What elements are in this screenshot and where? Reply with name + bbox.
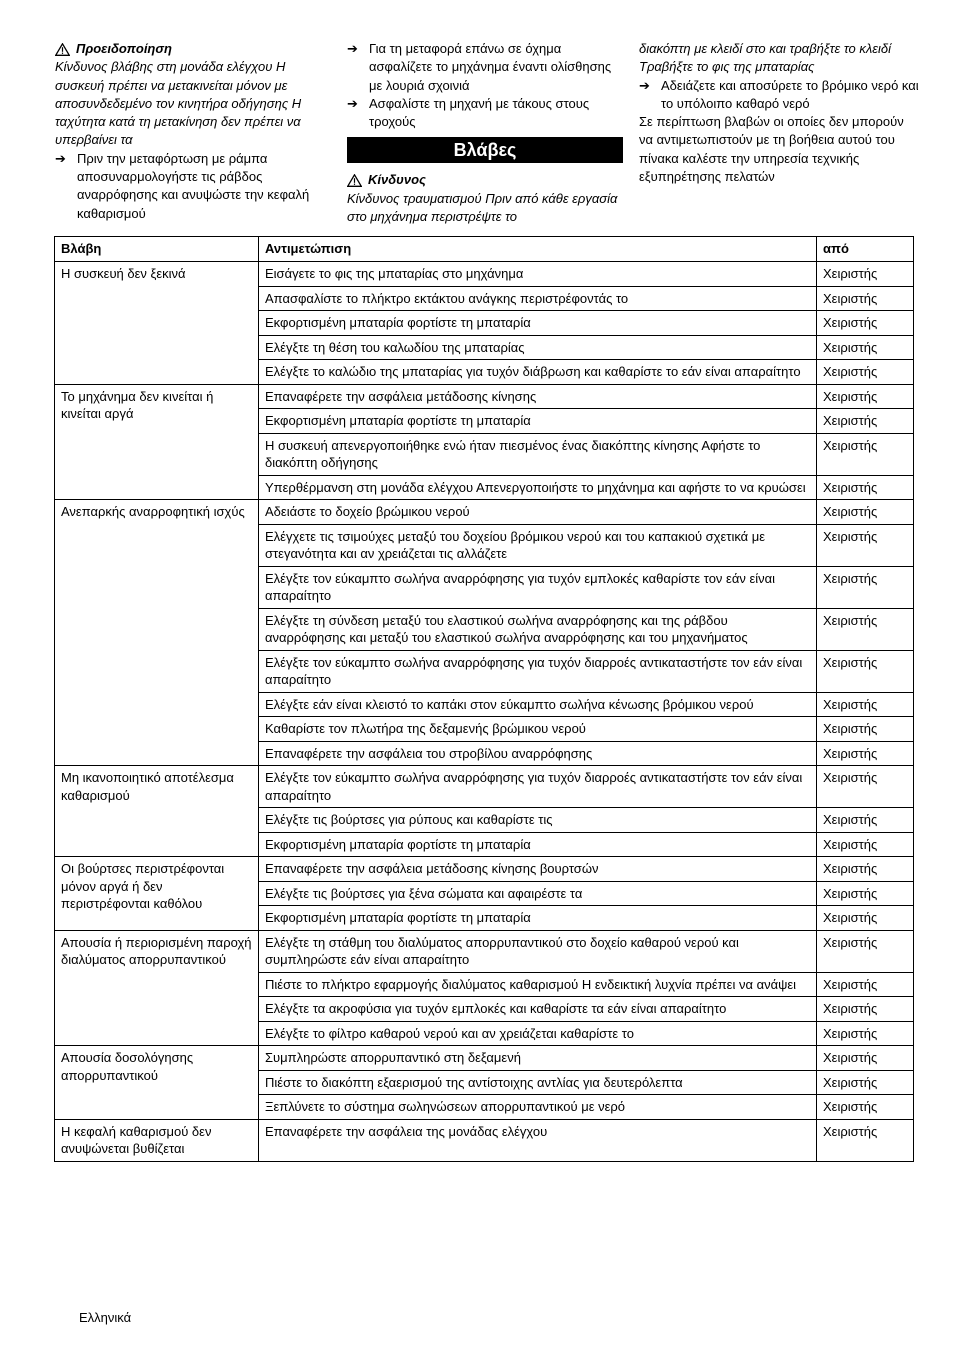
arrow-right-icon: ➔ [347,41,358,56]
arrow-right-icon: ➔ [347,95,358,111]
bullet-item [639,77,919,114]
table-header-row [55,237,914,262]
table-row [55,930,914,972]
remedy-cell: Εισάγετε το φις της μπαταρίας στο μηχάνημα [259,262,817,287]
fault-cell: Η συσκευή δεν ξεκινά [55,262,259,385]
bullet-text: Για τη μεταφορά επάνω σε όχημα ασφαλίζετε το μηχάνημα έναντι ολίσθησης με λουριά σχοινιά [369,41,612,93]
remedy-cell: Ελέγξτε τον εύκαμπτο σωλήνα αναρρόφησης για τυχόν εμπλοκές καθαρίστε τον εάν είναι απαραίτητο [259,566,817,608]
footer-language: Ελληνικά [79,1310,132,1325]
warning-column [55,40,335,223]
remedy-cell: Πιέστε το πλήκτρο εφαρμογής διαλύματος καθαρισμού Η ενδεικτική λυχνία πρέπει να ανάψει [259,972,817,997]
bullet-text: Πριν την μεταφόρτωση με ράμπα αποσυναρμολογήστε τις ράβδος αναρρόφησης και ανυψώστε την κεφαλή καθαρισμού [77,150,310,221]
responsible-cell: Χειριστής [817,692,914,717]
danger-text-continued: διακόπτη με κλειδί στο και τραβήξτε το κλειδί Τραβήξτε το φις της μπαταρίας [639,41,891,75]
remedy-cell: Ελέγξτε τα ακροφύσια για τυχόν εμπλοκές και καθαρίστε τα εάν είναι απαραίτητο [259,997,817,1022]
remedy-cell: Εκφορτισμένη μπαταρία φορτίστε τη μπαταρία [259,409,817,434]
remedy-cell: Ελέγξτε το καλώδιο της μπαταρίας για τυχόν διάβρωση και καθαρίστε το εάν είναι απαραίτητο [259,360,817,385]
table-row [55,1119,914,1161]
warning-heading [55,40,335,58]
bullet-item [55,150,335,223]
responsible-cell: Χειριστής [817,1021,914,1046]
responsible-cell: Χειριστής [817,930,914,972]
responsible-cell: Χειριστής [817,1070,914,1095]
remedy-cell: Εκφορτισμένη μπαταρία φορτίστε τη μπαταρία [259,832,817,857]
fault-cell: Απουσία ή περιορισμένη παροχή διαλύματος απορρυπαντικού [55,930,259,1046]
danger-heading [347,171,623,189]
arrow-right-icon: ➔ [639,77,650,93]
service-paragraph: Σε περίπτωση βλαβών οι οποίες δεν μπορούν να αντιμετωπιστούν με τη βοήθεια αυτού του πίνακα καλέστε την υπηρεσία τεχνικής εξυπηρέτησης πελατών [639,114,904,185]
remedy-cell: Καθαρίστε τον πλωτήρα της δεξαμενής βρώμικου νερού [259,717,817,742]
responsible-cell: Χειριστής [817,881,914,906]
responsible-cell: Χειριστής [817,608,914,650]
remedy-cell: Επαναφέρετε την ασφάλεια του στροβίλου αναρρόφησης [259,741,817,766]
responsible-cell: Χειριστής [817,335,914,360]
troubleshooting-table [54,236,914,1162]
responsible-cell: Χειριστής [817,384,914,409]
remedy-cell: Πιέστε το διακόπτη εξαερισμού της αντίστοιχης αντλίας για δευτερόλεπτα [259,1070,817,1095]
remedy-cell: Ελέγχετε τις τσιμούχες μεταξύ του δοχείου βρόμικου νερού και του καπακιού σχετικά με στεγανότητα και αν χρειάζεται τις αλλάζετε [259,524,817,566]
remedy-cell: Ελέγξτε τη στάθμη του διαλύματος απορρυπαντικού στο δοχείο καθαρού νερού και συμπληρώστε εάν είναι απαραίτητο [259,930,817,972]
remedy-cell: Ελέγξτε εάν είναι κλειστό το καπάκι στον εύκαμπτο σωλήνα κένωσης βρόμικου νερού [259,692,817,717]
remedy-cell: Συμπληρώστε απορρυπαντικό στη δεξαμενή [259,1046,817,1071]
responsible-cell: Χειριστής [817,717,914,742]
table-row [55,384,914,409]
remedy-cell: Ελέγξτε το φίλτρο καθαρού νερού και αν χρειάζεται καθαρίστε το [259,1021,817,1046]
remedy-cell: Ελέγξτε τις βούρτσες για ρύπους και καθαρίστε τις [259,808,817,833]
responsible-cell: Χειριστής [817,857,914,882]
bullet-item [347,40,623,95]
warning-triangle-icon [347,174,362,187]
remedy-cell: Ελέγξτε τη θέση του καλωδίου της μπαταρίας [259,335,817,360]
table-row [55,262,914,287]
remedy-cell: Ελέγξτε τον εύκαμπτο σωλήνα αναρρόφησης για τυχόν διαρροές αντικαταστήστε τον εάν είναι απαραίτητο [259,766,817,808]
remedy-cell: Υπερθέρμανση στη μονάδα ελέγχου Απενεργοποιήστε το μηχάνημα και αφήστε το να κρυώσει [259,475,817,500]
remedy-cell: Απασφαλίστε το πλήκτρο εκτάκτου ανάγκης περιστρέφοντάς το [259,286,817,311]
bullet-text: Ασφαλίστε τη μηχανή με τάκους στους τροχούς [369,95,590,130]
responsible-cell: Χειριστής [817,566,914,608]
remedy-cell: Αδειάστε το δοχείο βρώμικου νερού [259,500,817,525]
responsible-cell: Χειριστής [817,1119,914,1161]
remedy-cell: Εκφορτισμένη μπαταρία φορτίστε τη μπαταρία [259,906,817,931]
table-body [55,262,914,1162]
responsible-cell: Χειριστής [817,475,914,500]
bullet-item [347,95,623,132]
warning-title: Προειδοποίηση [76,41,172,56]
fault-cell: Απουσία δοσολόγησης απορρυπαντικού [55,1046,259,1120]
table-row [55,500,914,525]
responsible-cell: Χειριστής [817,500,914,525]
remedy-cell: Ελέγξτε τον εύκαμπτο σωλήνα αναρρόφησης για τυχόν διαρροές αντικαταστήστε τον εάν είναι απαραίτητο [259,650,817,692]
responsible-cell: Χειριστής [817,997,914,1022]
fault-cell: Το μηχάνημα δεν κινείται ή κινείται αργά [55,384,259,500]
responsible-cell: Χειριστής [817,409,914,434]
fault-cell: Μη ικανοποιητικό αποτέλεσμα καθαρισμού [55,766,259,857]
danger-title: Κίνδυνος [368,172,426,188]
warning-triangle-icon [55,43,70,56]
responsible-cell: Χειριστής [817,972,914,997]
remedy-cell: Η συσκευή απενεργοποιήθηκε ενώ ήταν πιεσμένος ένας διακόπτης κίνησης Αφήστε το διακόπτη οδήγησης [259,433,817,475]
responsible-cell: Χειριστής [817,808,914,833]
remedy-cell: Επαναφέρετε την ασφάλεια μετάδοσης κίνησης βουρτσών [259,857,817,882]
responsible-cell: Χειριστής [817,433,914,475]
responsible-cell: Χειριστής [817,906,914,931]
responsible-cell: Χειριστής [817,741,914,766]
danger-text: Κίνδυνος τραυματισμού Πριν από κάθε εργασία στο μηχάνημα περιστρέψτε το [347,190,618,225]
table-row [55,857,914,882]
transport-column [347,40,623,226]
remedy-cell: Επαναφέρετε την ασφάλεια της μονάδας ελέγχου [259,1119,817,1161]
column-header-remedy: Αντιμετώπιση [259,237,817,262]
bullet-text: Αδειάζετε και αποσύρετε το βρόμικο νερό και το υπόλοιπο καθαρό νερό [661,77,919,111]
responsible-cell: Χειριστής [817,1046,914,1071]
table-row [55,766,914,808]
fault-cell: Ανεπαρκής αναρροφητική ισχύς [55,500,259,766]
column-header-by: από [817,237,914,262]
fault-cell: Η κεφαλή καθαρισμού δεν ανυψώνεται βυθίζεται [55,1119,259,1161]
responsible-cell: Χειριστής [817,832,914,857]
remedy-cell: Εκφορτισμένη μπαταρία φορτίστε τη μπαταρία [259,311,817,336]
warning-text: Κίνδυνος βλάβης στη μονάδα ελέγχου Η συσκευή πρέπει να μετακινείται μόνον με αποσυνδεδεμένο τον κινητήρα οδήγησης Η ταχύτητα κατά τη μετακίνηση δεν πρέπει να υπερβαίνει τα [55,59,302,148]
responsible-cell: Χειριστής [817,286,914,311]
responsible-cell: Χειριστής [817,766,914,808]
column-header-fault: Βλάβη [55,237,259,262]
remedy-cell: Επαναφέρετε την ασφάλεια μετάδοσης κίνησης [259,384,817,409]
remedy-cell: Ελέγξτε τη σύνδεση μεταξύ του ελαστικού σωλήνα αναρρόφησης και της ράβδου αναρρόφησης και μεταξύ του ελαστικού σωλήνα αναρρόφησης και του μηχανήματος [259,608,817,650]
responsible-cell: Χειριστής [817,262,914,287]
responsible-cell: Χειριστής [817,650,914,692]
remedy-cell: Ελέγξτε τις βούρτσες για ξένα σώματα και αφαιρέστε τα [259,881,817,906]
fault-cell: Οι βούρτσες περιστρέφονται μόνον αργά ή δεν περιστρέφονται καθόλου [55,857,259,931]
section-title: Βλάβες [347,137,623,163]
table-row [55,1046,914,1071]
responsible-cell: Χειριστής [817,360,914,385]
remedy-cell: Ξεπλύνετε το σύστημα σωληνώσεων απορρυπαντικού με νερό [259,1095,817,1120]
responsible-cell: Χειριστής [817,1095,914,1120]
responsible-cell: Χειριστής [817,524,914,566]
arrow-right-icon: ➔ [55,150,66,166]
responsible-cell: Χειριστής [817,311,914,336]
info-column [639,40,919,186]
